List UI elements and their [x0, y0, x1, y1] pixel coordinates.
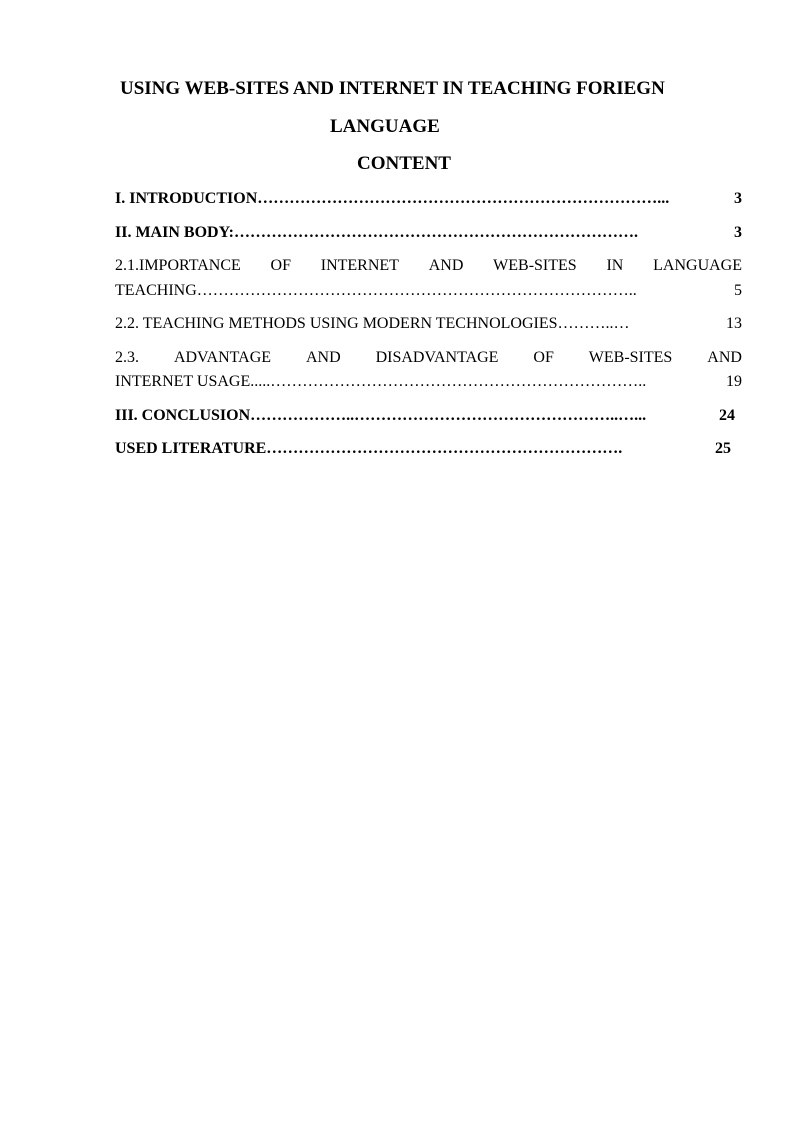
toc-word: WEB-SITES [588, 349, 673, 366]
toc-word: 2.3. [115, 349, 139, 366]
toc-entry-2-2 [115, 315, 742, 333]
toc-word: DISADVANTAGE [375, 349, 499, 366]
toc-entry-2-3-line-1 [115, 349, 742, 367]
toc-entry-label: I. INTRODUCTION [115, 190, 258, 207]
content-heading: CONTENT [357, 153, 451, 174]
toc-entry-2-3-line-2 [115, 373, 742, 391]
toc-word: AND [428, 257, 464, 274]
document-title-line-1: USING WEB-SITES AND INTERNET IN TEACHING FORIEGN [120, 78, 665, 99]
toc-entry-leader: …………………………………………………………. [266, 440, 623, 457]
document-title-line-2: LANGUAGE [330, 116, 440, 137]
toc-entry-label: 2.2. TEACHING METHODS USING MODERN TECHNOLOGIES [115, 315, 558, 332]
toc-word: AND [707, 349, 742, 366]
toc-word: LANGUAGE [653, 257, 742, 274]
toc-entry-page: 5 [734, 282, 742, 299]
toc-word: 2.1.IMPORTANCE [115, 257, 241, 274]
toc-entry-leader: ……………………………………………………………………….. [196, 282, 637, 299]
toc-entry-2-1-line-2 [115, 282, 742, 300]
toc-entry-leader: …………………………………………………………………... [257, 190, 670, 207]
toc-entry-label: TEACHING [115, 282, 197, 299]
toc-word: WEB-SITES [493, 257, 577, 274]
toc-word: IN [606, 257, 624, 274]
toc-word: OF [533, 349, 554, 366]
toc-entry-main-body [115, 224, 742, 242]
toc-word: INTERNET [320, 257, 399, 274]
toc-entry-introduction [115, 190, 742, 208]
toc-entry-label: USED LITERATURE [115, 440, 267, 457]
toc-entry-leader: …………………………………………………………………. [233, 224, 638, 241]
toc-entry-page: 3 [734, 190, 742, 207]
toc-entry-leader: ………..… [557, 315, 630, 332]
toc-entry-leader: ………………..…………………………………………..…... [250, 407, 647, 424]
toc-entry-page: 13 [726, 315, 742, 332]
toc-entry-label: INTERNET USAGE..... [115, 373, 271, 390]
toc-entry-label: II. MAIN BODY: [115, 224, 234, 241]
toc-entry-2-1-line-1 [115, 257, 742, 275]
toc-entry-page: 3 [734, 224, 742, 241]
toc-entry-used-literature [115, 440, 731, 458]
toc-word: AND [305, 349, 341, 366]
toc-entry-leader: …………………………………………………………….. [270, 373, 647, 390]
toc-entry-page: 25 [715, 440, 731, 457]
toc-word: ADVANTAGE [173, 349, 272, 366]
toc-entry-page: 19 [726, 373, 742, 390]
toc-entry-label: III. CONCLUSION [115, 407, 251, 424]
toc-entry-conclusion [115, 407, 735, 425]
toc-entry-page: 24 [719, 407, 735, 424]
toc-word: OF [270, 257, 291, 274]
